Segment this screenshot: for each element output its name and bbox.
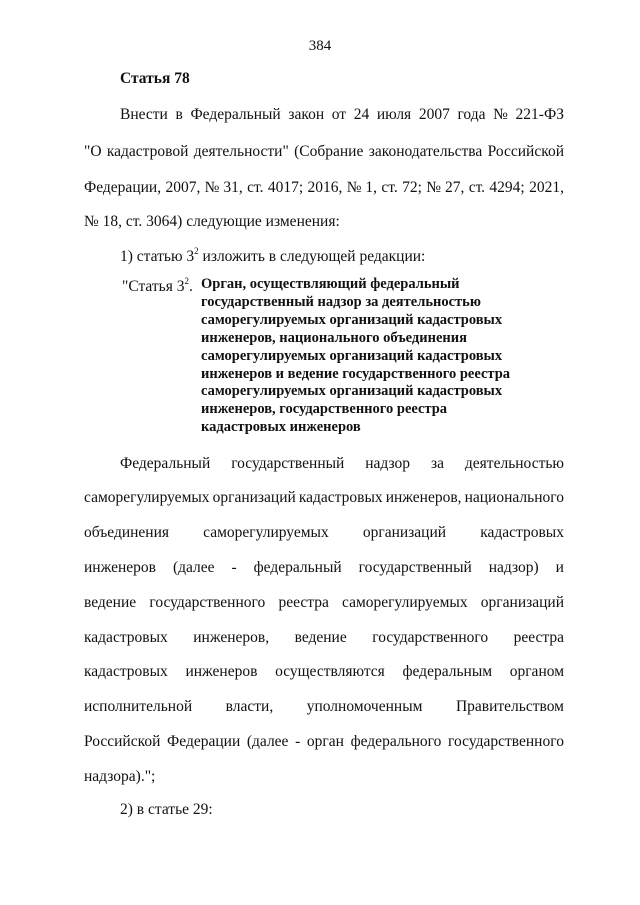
word: надзор): [488, 559, 539, 576]
word: 2021,: [529, 179, 564, 196]
word: национального: [464, 489, 564, 506]
word: кадастровых: [84, 629, 168, 646]
word: 4017;: [267, 179, 304, 196]
word: законодательства: [368, 143, 483, 160]
word: -: [295, 733, 301, 750]
body-line-10: надзора).";: [84, 768, 156, 785]
item-1-sup: 2: [194, 246, 199, 256]
article-title-line: саморегулируемых организаций кадастровых: [201, 311, 503, 328]
word: ведение: [294, 629, 347, 646]
body-line-6: [84, 629, 564, 647]
word: закон: [288, 106, 325, 123]
word: ведение: [84, 594, 137, 611]
article-title-line: инженеров и ведение государственного реестра: [201, 365, 511, 382]
word: государственный: [358, 559, 472, 576]
word: 4294;: [489, 179, 525, 196]
word: Российской: [487, 143, 564, 160]
word: 2016,: [307, 179, 343, 196]
word: июля: [376, 106, 412, 123]
word: ст.: [381, 179, 398, 196]
word: Федерации: [167, 733, 241, 750]
word: кадастровых: [298, 489, 383, 506]
word: № 31,: [204, 179, 243, 196]
word: организаций: [480, 594, 564, 611]
word: Правительством: [455, 698, 564, 715]
word: Федеральный: [190, 106, 281, 123]
word: федеральный: [253, 559, 342, 576]
word: саморегулируемых: [203, 524, 329, 541]
body-line-3: [84, 524, 564, 542]
body-line-2: [84, 489, 564, 507]
word: Российской: [84, 733, 161, 750]
word: саморегулируемых: [342, 594, 468, 611]
page-number: 384: [308, 38, 332, 54]
word: 72;: [402, 179, 422, 196]
body-line-7: [84, 663, 564, 681]
item-1-prefix: 1) статью 3: [120, 248, 195, 265]
item-1: [120, 246, 425, 266]
word: орган: [306, 733, 344, 750]
word: "О: [84, 143, 102, 160]
article-label-end: .: [189, 278, 193, 295]
word: власти,: [225, 698, 274, 715]
word: реестра: [513, 629, 564, 646]
item-2: 2) в статье 29:: [120, 801, 213, 818]
body-line-1: [120, 455, 564, 473]
article-title-line: Орган, осуществляющий федеральный: [201, 276, 460, 292]
word: 24: [353, 106, 370, 123]
article-title-line: саморегулируемых организаций кадастровых: [201, 347, 503, 364]
word: государственного: [149, 594, 266, 611]
word: государственный: [231, 455, 345, 472]
word: ст.: [468, 179, 486, 196]
article-heading: Статья 78: [120, 70, 190, 87]
intro-line-1: [120, 106, 564, 124]
word: саморегулируемых: [84, 489, 210, 506]
item-1-suffix: изложить в следующей редакции:: [198, 248, 426, 265]
word: года: [457, 106, 486, 123]
word: осуществляются: [275, 663, 385, 680]
word: органом: [509, 663, 564, 680]
word: ст.: [247, 179, 264, 196]
article-label-text: "Статья 3: [122, 278, 185, 295]
word: деятельности": [193, 143, 289, 160]
word: инженеров,: [193, 629, 270, 646]
word: государственного: [448, 733, 564, 750]
word: деятельностью: [464, 455, 564, 472]
word: кадастровой: [106, 143, 189, 160]
word: № 1,: [346, 179, 378, 196]
article-title-line: инженеров, государственного реестра: [201, 401, 448, 418]
intro-line-4: № 18, ст. 3064) следующие изменения:: [84, 213, 340, 230]
word: инженеров: [84, 559, 156, 576]
article-label: [122, 276, 193, 296]
word: исполнительной: [84, 698, 193, 715]
word: реестра: [278, 594, 329, 611]
article-title-line: саморегулируемых организаций кадастровых: [201, 383, 503, 400]
intro-line-2: [84, 143, 564, 161]
body-line-4: [84, 559, 564, 577]
word: федерального: [350, 733, 442, 750]
article-title-line: государственный надзор за деятельностью: [201, 293, 481, 310]
word: Внести: [120, 106, 168, 123]
word: от: [331, 106, 347, 123]
word: государственного: [372, 629, 489, 646]
word: №: [493, 106, 508, 123]
word: и: [555, 559, 564, 576]
word: федеральным: [402, 663, 493, 680]
word: № 27,: [426, 179, 465, 196]
body-line-9: [84, 733, 564, 751]
word: в: [175, 106, 183, 123]
word: надзор: [365, 455, 411, 472]
word: (далее: [172, 559, 215, 576]
word: организаций: [362, 524, 447, 541]
word: 2007: [418, 106, 450, 123]
word: за: [430, 455, 444, 472]
intro-line-3: [84, 179, 564, 197]
word: -: [231, 559, 237, 576]
word: Федерации,: [84, 179, 162, 196]
word: инженеров: [185, 663, 258, 680]
word: объединения: [84, 524, 170, 541]
article-title-line: кадастровых инженеров: [201, 419, 361, 436]
word: Федеральный: [120, 455, 211, 472]
word: (Собрание: [294, 143, 364, 160]
article-label-sup: 2: [184, 276, 189, 286]
word: кадастровых: [480, 524, 564, 541]
word: 2007,: [165, 179, 201, 196]
word: организаций: [212, 489, 296, 506]
word: 221-ФЗ: [515, 106, 564, 123]
body-line-5: [84, 594, 564, 612]
word: (далее: [246, 733, 289, 750]
body-line-8: [84, 698, 564, 716]
article-title-line: инженеров, национального объединения: [201, 329, 467, 346]
article-title: [201, 276, 531, 437]
word: инженеров,: [385, 489, 462, 506]
word: уполномоченным: [306, 698, 423, 715]
word: кадастровых: [84, 663, 168, 680]
